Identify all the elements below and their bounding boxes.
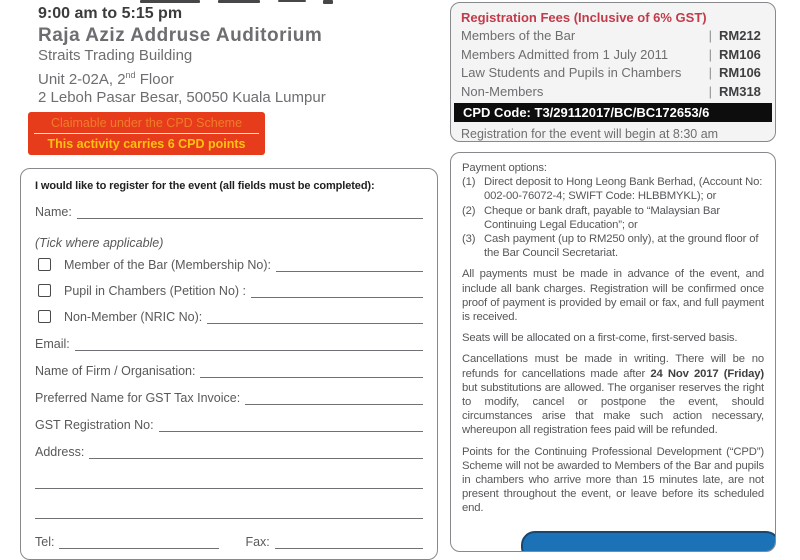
fee-label: Members Admitted from 1 July 2011 [461, 46, 669, 62]
venue-address: 2 Leboh Pasar Besar, 50050 Kuala Lumpur [38, 89, 326, 106]
address-continuation-row [35, 475, 423, 489]
payment-options-title: Payment options: [462, 162, 547, 174]
gst-name-label: Preferred Name for GST Tax Invoice: [35, 391, 241, 405]
name-blank-line [77, 205, 423, 219]
tel-blank-line [59, 535, 219, 549]
cpd-points-paragraph: Points for the Continuing Professional Development (“CPD”) Scheme will not be awarded to Members of the Bar and pupils in chambers who arrive more than 15 minutes late, are not present throughout the event, or leave before its scheduled end. [462, 445, 764, 515]
pupil-in-chambers-row [35, 284, 423, 298]
fee-separator: | [708, 65, 712, 80]
firm-label: Name of Firm / Organisation: [35, 364, 196, 378]
event-details-header [38, 3, 326, 108]
email-blank-line [75, 337, 423, 351]
gst-no-label: GST Registration No: [35, 418, 154, 432]
fees-title: Registration Fees (Inclusive of 6% GST) [461, 10, 707, 25]
option-number: (3) [462, 233, 476, 246]
fee-separator: | [708, 28, 712, 43]
option-text: Cheque or bank draft, payable to “Malaysian Bar Continuing Legal Education”; or [484, 204, 720, 231]
cropped-blue-button [521, 531, 776, 552]
venue-name: Raja Aziz Addruse Auditorium [38, 25, 323, 46]
fax-blank-line [275, 535, 423, 549]
gst-no-field-row [35, 418, 423, 432]
registration-fees-box [450, 2, 776, 142]
non-member-checkbox [38, 310, 51, 323]
cpd-banner [28, 112, 265, 155]
fax-label: Fax: [245, 535, 270, 549]
venue-unit: Unit 2-02A, 2nd Floor [38, 69, 174, 88]
email-label: Email: [35, 337, 70, 351]
fee-row-members-2011 [461, 46, 765, 65]
option-text: Direct deposit to Hong Leong Bank Berhad, (Account No: 002-00-76072-4; SWIFT Code: HLBBMYKL); or [484, 176, 763, 203]
fee-row-non-members [461, 83, 765, 102]
member-of-bar-row [35, 258, 423, 272]
firm-blank-line [200, 364, 423, 378]
fee-row-students-pupils [461, 64, 765, 83]
firm-field-row [35, 364, 423, 378]
pupil-in-chambers-checkbox [38, 284, 51, 297]
fee-label: Law Students and Pupils in Chambers [461, 65, 682, 80]
tel-fax-row [35, 535, 423, 549]
seats-allocation-paragraph: Seats will be allocated on a first-come, first-served basis. [462, 332, 738, 345]
cancellation-paragraph: Cancellations must be made in writing. There will be no refunds for cancellations made after 24 Nov 2017 (Friday) but substitutions are allowed. The organiser reserves the right to modify, cancel or postpone the event, should circumstances arise that make such action necessary, whereupon all registration fees paid will be refunded. [462, 353, 764, 437]
address-label: Address: [35, 445, 85, 459]
member-of-bar-label: Member of the Bar (Membership No): [64, 258, 272, 272]
venue-building: Straits Trading Building [38, 47, 193, 64]
banner-divider [34, 133, 259, 134]
pupil-in-chambers-label: Pupil in Chambers (Petition No) : [64, 284, 247, 298]
address-blank-line-3 [35, 505, 423, 519]
registration-form-box [20, 168, 438, 560]
cancellation-deadline: 24 Nov 2017 (Friday) [650, 367, 764, 380]
gst-name-blank-line [245, 391, 423, 405]
non-member-row [35, 310, 423, 324]
fee-value: RM212 [719, 28, 761, 43]
address-blank-line-1 [89, 445, 423, 459]
gst-name-field-row [35, 391, 423, 405]
fee-value: RM106 [719, 65, 761, 80]
email-field-row [35, 337, 423, 351]
payment-option-3 [462, 232, 764, 260]
name-field-row [35, 205, 423, 219]
fee-value: RM318 [719, 83, 761, 99]
advance-payment-paragraph: All payments must be made in advance of the event, and include all bank charges. Registration will be confirmed once proof of payment is provided by email or fax, and full payment is received. [462, 268, 764, 324]
tel-label: Tel: [35, 535, 55, 549]
fee-label: Members of the Bar [461, 28, 576, 43]
fee-label: Non-Members [461, 83, 544, 99]
address-field-row [35, 445, 423, 459]
cpd-points-text: This activity carries 6 CPD points [47, 137, 246, 151]
option-text: Cash payment (up to RM250 only), at the ground floor of the Bar Council Secretariat. [484, 233, 759, 260]
option-number: (1) [462, 176, 476, 189]
event-time: 9:00 am to 5:15 pm [38, 5, 183, 22]
member-of-bar-checkbox [38, 258, 51, 271]
fee-value: RM106 [719, 46, 761, 62]
option-number: (2) [462, 204, 476, 217]
gst-no-blank-line [159, 418, 423, 432]
cpd-claimable-text: Claimable under the CPD Scheme [50, 116, 243, 130]
payment-options-box [450, 152, 776, 552]
fee-separator: | [708, 83, 712, 99]
fee-row-members [461, 27, 765, 46]
address-continuation-row [35, 505, 423, 519]
petition-no-blank-line [251, 284, 423, 298]
payment-option-1 [462, 175, 764, 203]
tick-where-applicable-note: (Tick where applicable) [35, 236, 164, 250]
membership-no-blank-line [276, 258, 423, 272]
name-label: Name: [35, 205, 72, 219]
payment-option-2 [462, 204, 764, 232]
cpd-code-bar: CPD Code: T3/29112017/BC/BC172653/6 [454, 103, 772, 122]
form-title: I would like to register for the event (all fields must be completed): [35, 180, 375, 192]
registration-begin-note: Registration for the event will begin at 8:30 am [461, 127, 719, 141]
fee-separator: | [708, 46, 712, 62]
address-blank-line-2 [35, 475, 423, 489]
nric-no-blank-line [207, 310, 423, 324]
non-member-label: Non-Member (NRIC No): [64, 310, 203, 324]
